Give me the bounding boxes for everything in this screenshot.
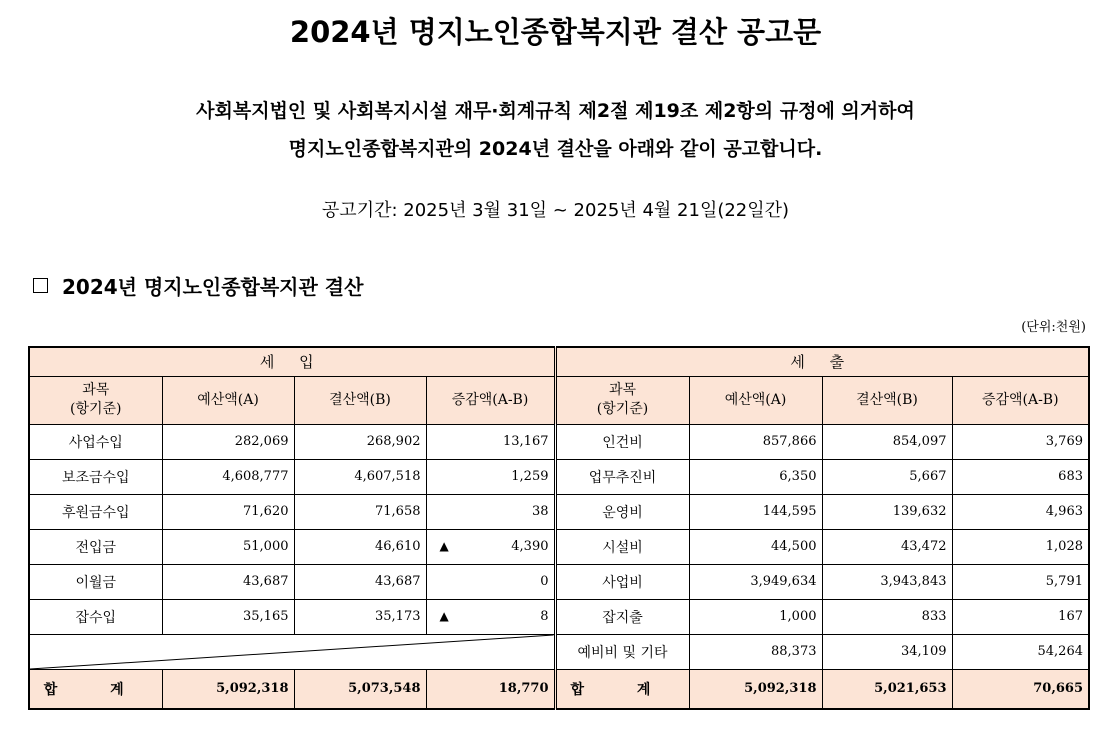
- notice-period: 공고기간: 2025년 3월 31일 ~ 2025년 4월 21일(22일간): [321, 200, 790, 221]
- income-item: 후원금수입: [29, 494, 162, 529]
- income-budget: 282,069: [162, 424, 294, 459]
- income-budget: 35,165: [162, 599, 294, 634]
- income-diff: 0: [426, 564, 555, 599]
- income-diff: ▲ 8: [426, 599, 555, 634]
- expense-diff: 683: [952, 459, 1089, 494]
- income-budget: 71,620: [162, 494, 294, 529]
- expense-diff: 5,791: [952, 564, 1089, 599]
- expense-budget: 144,595: [689, 494, 822, 529]
- expense-header: 세 출: [555, 347, 1089, 376]
- table-row: [29, 599, 1089, 634]
- expense-item: 인건비: [555, 424, 689, 459]
- income-item: 사업수입: [29, 424, 162, 459]
- income-settled-header: 결산액(B): [294, 376, 426, 424]
- income-diff: 38: [426, 494, 555, 529]
- income-budget: 51,000: [162, 529, 294, 564]
- expense-settled: 139,632: [822, 494, 952, 529]
- checkbox-square-icon: [33, 278, 48, 293]
- income-total-diff: 18,770: [426, 669, 555, 709]
- expense-item: 시설비: [555, 529, 689, 564]
- expense-item: 업무추진비: [555, 459, 689, 494]
- income-diff-header: 증감액(A-B): [426, 376, 555, 424]
- income-diff: 1,259: [426, 459, 555, 494]
- income-settled: 71,658: [294, 494, 426, 529]
- income-diff: 13,167: [426, 424, 555, 459]
- expense-budget: 1,000: [689, 599, 822, 634]
- income-budget-header: 예산액(A): [162, 376, 294, 424]
- income-settled: 46,610: [294, 529, 426, 564]
- intro-line-2: 명지노인종합복지관의 2024년 결산을 아래와 같이 공고합니다.: [288, 138, 823, 160]
- expense-item: 사업비: [555, 564, 689, 599]
- income-item: 보조금수입: [29, 459, 162, 494]
- expense-total-budget: 5,092,318: [689, 669, 822, 709]
- expense-settled-header: 결산액(B): [822, 376, 952, 424]
- income-total-budget: 5,092,318: [162, 669, 294, 709]
- income-settled: 268,902: [294, 424, 426, 459]
- income-item: 잡수입: [29, 599, 162, 634]
- page-title: 2024년 명지노인종합복지관 결산 공고문: [289, 15, 822, 49]
- income-header: 세 입: [29, 347, 555, 376]
- income-total-settled: 5,073,548: [294, 669, 426, 709]
- expense-budget: 88,373: [689, 634, 822, 669]
- decrease-marker-icon: ▲: [439, 539, 449, 553]
- expense-item: 예비비 및 기타: [555, 634, 689, 669]
- income-item: 전입금: [29, 529, 162, 564]
- section-title: 2024년 명지노인종합복지관 결산: [62, 275, 364, 299]
- expense-total-settled: 5,021,653: [822, 669, 952, 709]
- expense-diff: 54,264: [952, 634, 1089, 669]
- total-row: [29, 669, 1089, 709]
- expense-budget: 857,866: [689, 424, 822, 459]
- table-row: [29, 494, 1089, 529]
- expense-item-header: 과목 (항기준): [555, 376, 689, 424]
- table-row: [29, 529, 1089, 564]
- expense-settled: 833: [822, 599, 952, 634]
- income-budget: 43,687: [162, 564, 294, 599]
- income-settled: 35,173: [294, 599, 426, 634]
- unit-label: (단위:천원): [1021, 320, 1086, 335]
- table-row: [29, 424, 1089, 459]
- expense-diff: 4,963: [952, 494, 1089, 529]
- expense-budget: 44,500: [689, 529, 822, 564]
- settlement-table: [28, 346, 1090, 710]
- diagonal-line: [30, 635, 554, 669]
- expense-settled: 34,109: [822, 634, 952, 669]
- expense-settled: 854,097: [822, 424, 952, 459]
- expense-diff: 3,769: [952, 424, 1089, 459]
- expense-budget-header: 예산액(A): [689, 376, 822, 424]
- income-budget: 4,608,777: [162, 459, 294, 494]
- table-row: [29, 634, 1089, 669]
- expense-diff-header: 증감액(A-B): [952, 376, 1089, 424]
- income-diff: ▲ 4,390: [426, 529, 555, 564]
- expense-diff: 1,028: [952, 529, 1089, 564]
- expense-total-label: 합 계: [555, 669, 689, 709]
- expense-diff: 167: [952, 599, 1089, 634]
- income-item-header: 과목 (항기준): [29, 376, 162, 424]
- expense-item: 잡지출: [555, 599, 689, 634]
- income-settled: 4,607,518: [294, 459, 426, 494]
- empty-diagonal-cell: [29, 634, 555, 669]
- income-item: 이월금: [29, 564, 162, 599]
- decrease-marker-icon: ▲: [439, 609, 449, 623]
- expense-total-diff: 70,665: [952, 669, 1089, 709]
- income-settled: 43,687: [294, 564, 426, 599]
- expense-settled: 5,667: [822, 459, 952, 494]
- expense-settled: 43,472: [822, 529, 952, 564]
- table-row: [29, 459, 1089, 494]
- expense-budget: 3,949,634: [689, 564, 822, 599]
- expense-item: 운영비: [555, 494, 689, 529]
- intro-line-1: 사회복지법인 및 사회복지시설 재무·회계규칙 제2절 제19조 제2항의 규정에 의거하여: [196, 100, 915, 122]
- section-heading: [33, 271, 363, 300]
- expense-settled: 3,943,843: [822, 564, 952, 599]
- table-row: [29, 564, 1089, 599]
- income-total-label: 합 계: [29, 669, 162, 709]
- expense-budget: 6,350: [689, 459, 822, 494]
